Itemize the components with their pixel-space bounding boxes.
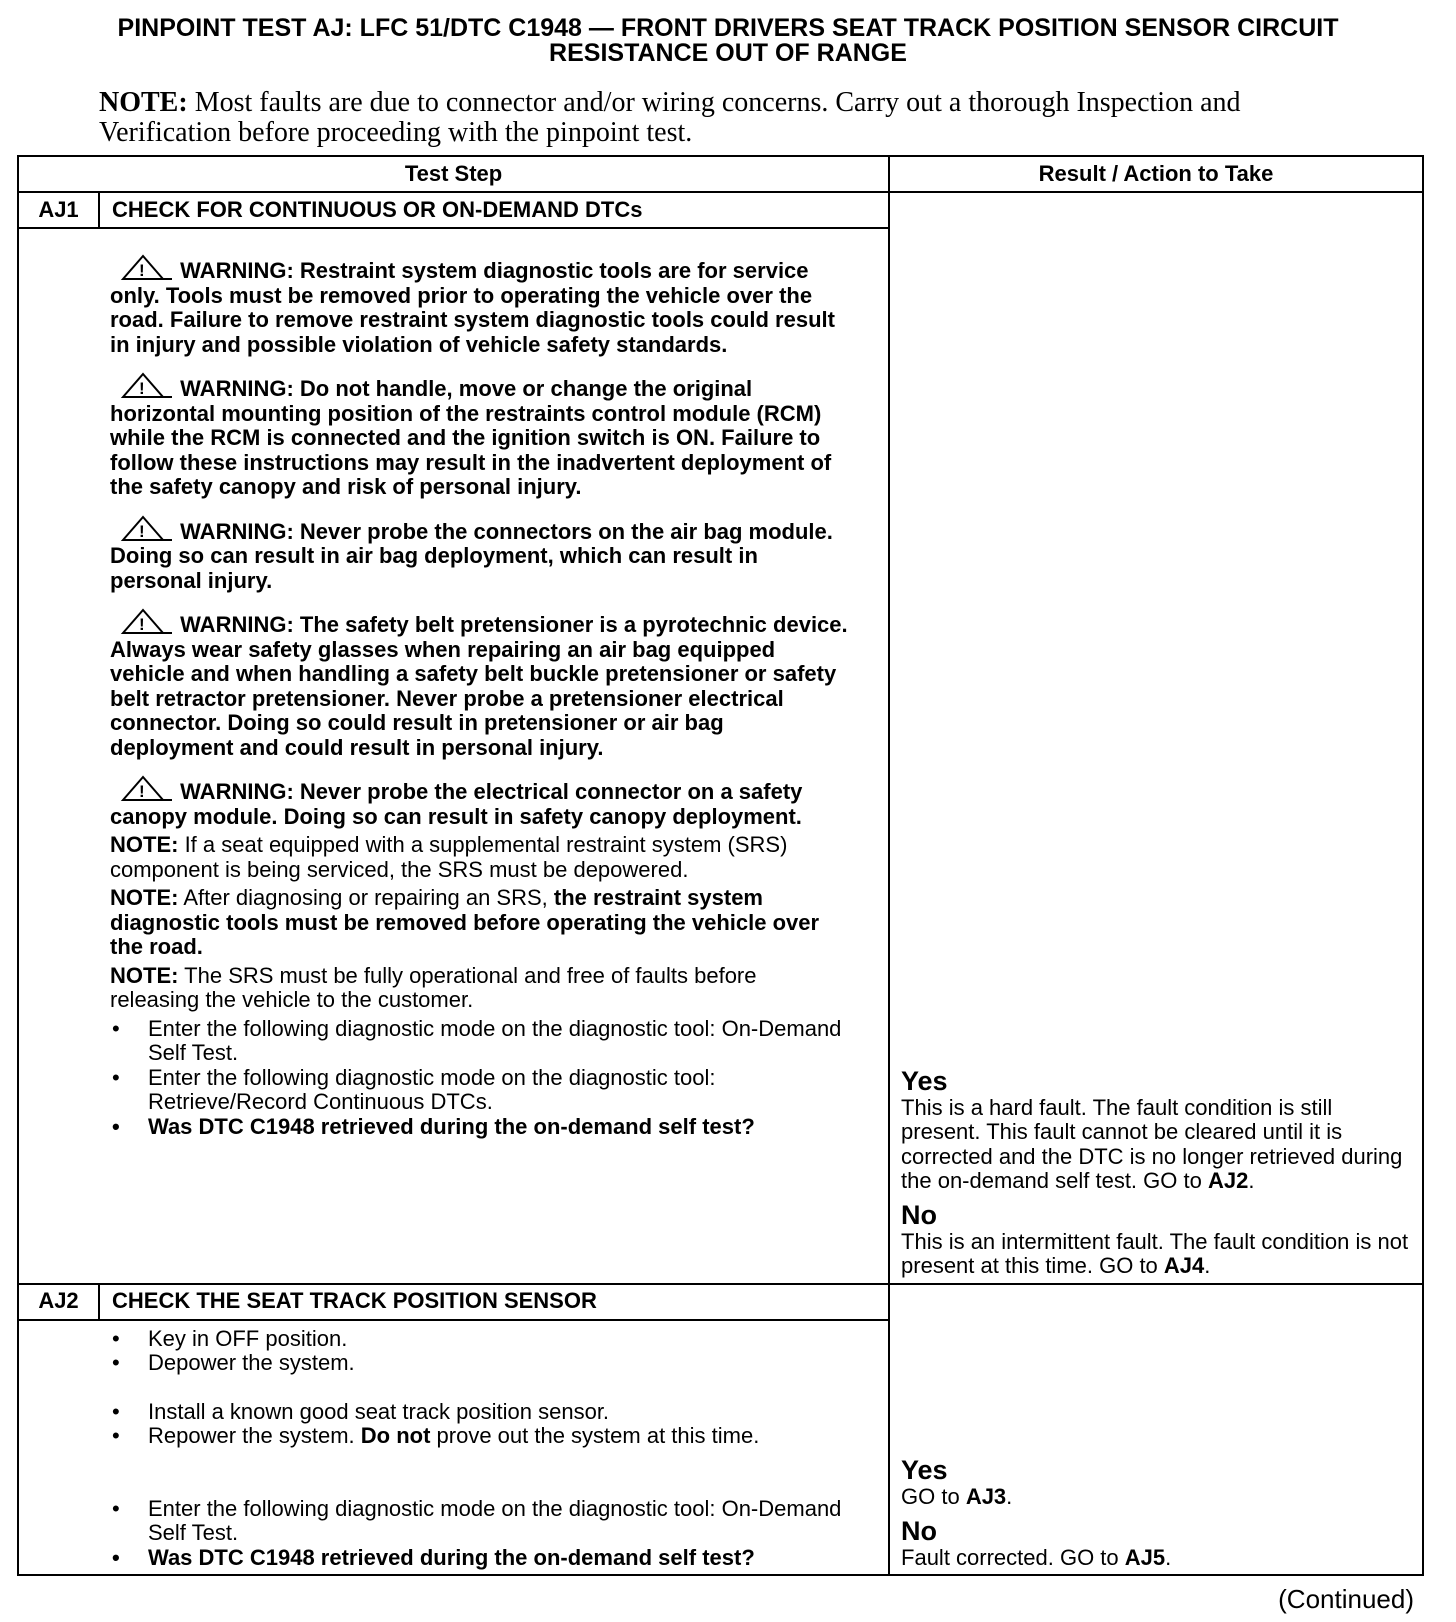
step-code-aj1: AJ1 [18,192,99,228]
result-no-text: This is an intermittent fault. The fault condition is not present at this time. GO to AJ4. [901,1228,1409,1278]
page-title [0,16,1456,66]
note-remove-tools: NOTE: After diagnosing or repairing an SRS, the restraint system diagnostic tools must be removed before operating the vehicle over the road. [110,885,820,959]
result-yes-text: This is a hard fault. The fault condition is still present. This fault cannot be cleared until it is corrected and the DTC is no longer retrieved during the on-demand self test. GO to AJ2. [901,1094,1403,1193]
goto-aj2-link[interactable]: AJ2 [1207,1168,1249,1193]
header-result-action: Result / Action to Take [889,156,1423,192]
warning-triangle-icon [120,371,174,399]
warning-triangle-icon [120,253,174,281]
header-test-step: Test Step [18,156,889,192]
pinpoint-test-table [17,155,1424,1576]
result-cell-aj2 [889,1284,1423,1576]
aj2-bullet-list [110,1327,852,1376]
list-item: • Enter the following diagnostic mode on the diagnostic tool: On-Demand Self Test. [110,1017,850,1066]
svg-text:!: ! [139,261,145,280]
note-srs-depower: NOTE: If a seat equipped with a supplemental restraint system (SRS) component is being serviced, the SRS must be depowered. [110,832,788,882]
svg-text:!: ! [139,379,145,398]
warning-triangle-icon [120,774,174,802]
warning-triangle-icon [120,607,174,635]
result-no-text: Fault corrected. GO to AJ5. [901,1544,1172,1570]
svg-text:!: ! [139,615,145,634]
list-item: • Enter the following diagnostic mode on the diagnostic tool: Retrieve/Record Continuous DTCs. [110,1066,850,1115]
goto-aj4-link[interactable]: AJ4 [1163,1253,1205,1278]
list-item-question: • Was DTC C1948 retrieved during the on-demand self test? [110,1115,850,1140]
result-no-label: No [901,1199,938,1230]
aj1-bullet-list [110,1017,850,1140]
continued-label: (Continued) [1278,1584,1414,1614]
top-note [99,88,1299,148]
top-note-text: Most faults are due to connector and/or wiring concerns. Carry out a thorough Inspection and Verification before proceeding with the pinpoint test. [99,87,1241,148]
goto-aj5-link[interactable]: AJ5 [1124,1544,1166,1570]
result-no-label: No [901,1515,938,1546]
svg-text:!: ! [139,521,145,541]
list-item: • Install a known good seat track position sensor. [110,1400,852,1425]
result-aj1 [901,1066,1414,1279]
list-item: • Enter the following diagnostic mode on the diagnostic tool: On-Demand Self Test. [110,1497,852,1546]
result-aj2 [901,1455,1414,1570]
title-line-2: RESISTANCE OUT OF RANGE [549,39,907,67]
goto-aj3-link[interactable]: AJ3 [965,1484,1007,1509]
warning-4: ! WARNING: The safety belt pretensioner is a pyrotechnic device. Always wear safety glasses when repairing an air bag equipped vehicle and when handling a safety belt buckle pretensioner or safety belt retractor pretensioner. Never probe a pretensioner electrical connector. Doing so could result in pretensioner or air bag deployment and could result in personal injury. [110,607,850,760]
step-body-aj2 [18,1320,889,1576]
aj2-bullet-list-c [110,1497,852,1571]
result-yes-label: Yes [901,1455,948,1485]
warning-5: ! WARNING: Never probe the electrical connector on a safety canopy module. Doing so can result in safety canopy deployment. [110,774,850,829]
step-aj1-heading-row [18,192,1423,228]
title-line-1: PINPOINT TEST AJ: LFC 51/DTC C1948 — FRONT DRIVERS SEAT TRACK POSITION SENSOR CIRCUIT [117,14,1339,42]
step-body-aj1 [18,228,889,1284]
warning-2: ! WARNING: Do not handle, move or change the original horizontal mounting position of the restraints control module (RCM) while the RCM is connected and the ignition switch is ON. Failure to follow these instructions may result in the inadvertent deployment of the safety canopy and risk of personal injury. [110,371,850,500]
warning-1: ! WARNING: Restraint system diagnostic tools are for service only. Tools must be removed prior to operating the vehicle over the road. Failure to remove restraint system diagnostic tools could result in injury and possible violation of vehicle safety standards. [110,253,850,357]
result-cell-aj1 [889,192,1423,1284]
step-code-aj2: AJ2 [18,1284,99,1320]
table-header-row [18,156,1423,192]
result-yes-label: Yes [901,1065,948,1096]
list-item: • Key in OFF position. [110,1327,852,1352]
top-note-label: NOTE: [99,87,188,118]
warning-triangle-icon [120,514,174,542]
aj2-bullet-list-b [110,1400,852,1449]
result-yes-text: GO to AJ3. [901,1484,1013,1509]
list-item-question: • Was DTC C1948 retrieved during the on-demand self test? [110,1546,852,1571]
note-srs-operational: NOTE: The SRS must be fully operational and free of faults before releasing the vehicle to the customer. [110,962,757,1012]
step-heading-aj2: CHECK THE SEAT TRACK POSITION SENSOR [99,1284,889,1320]
step-heading-aj1: CHECK FOR CONTINUOUS OR ON-DEMAND DTCs [99,192,889,228]
list-item: • Repower the system. Do not prove out the system at this time. [110,1424,852,1449]
step-aj2-heading-row [18,1284,1423,1320]
warning-3: ! WARNING: Never probe the connectors on the air bag module. Doing so can result in air bag deployment, which can result in personal injury. [110,514,850,594]
list-item: • Depower the system. [110,1351,852,1376]
svg-text:!: ! [139,782,145,801]
